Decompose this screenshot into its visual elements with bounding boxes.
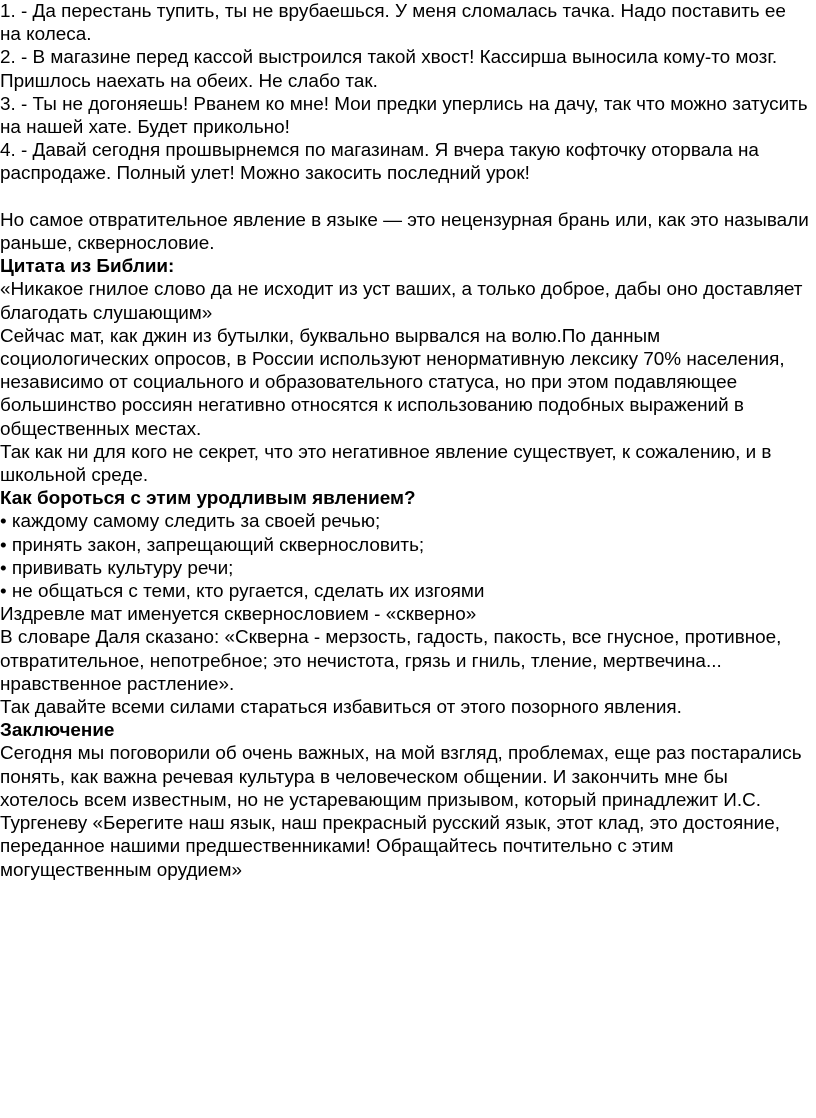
- fight-item-1: • каждому самому следить за своей речью;: [0, 511, 381, 533]
- conclusion-heading: Заключение: [0, 720, 115, 742]
- fight-item-3: • прививать культуру речи;: [0, 557, 234, 579]
- examples-block: [0, 0, 810, 186]
- etymology-paragraph: Издревле мат именуется сквернословием - «скверно»: [0, 604, 477, 626]
- blank-line: [0, 186, 810, 209]
- example-3: 3. - Ты не догоняешь! Рванем ко мне! Мои предки уперлись на дачу, так что можно затусить на нашей хате. Будет прикольно!: [0, 93, 808, 139]
- conclusion-paragraph: Сегодня мы поговорили об очень важных, на мой взгляд, проблемах, еще раз постарались понять, как важна речевая культура в человеческом общении. И закончить мне бы хотелось всем известным, но не устаревающим призывом, который принадлежит И.С. Тургеневу «Берегите наш язык, наш прекрасный русский язык, этот клад, это достояние, переданное нашими предшественниками! Обращайтесь почтительно с этим могущественным орудием»: [0, 743, 802, 881]
- intro-paragraph: Но самое отвратительное явление в языке — это нецензурная брань или, как это называли раньше, сквернословие.: [0, 209, 809, 255]
- call-paragraph: Так давайте всеми силами стараться избавиться от этого позорного явления.: [0, 697, 682, 719]
- main-body: [0, 209, 810, 882]
- example-2: 2. - В магазине перед кассой выстроился такой хвост! Кассирша выносила кому-то мозг. Пришлось наехать на обеих. Не слабо так.: [0, 47, 778, 92]
- bible-quote: «Никакое гнилое слово да не исходит из уст ваших, а только доброе, дабы оно доставляет благодать слушающим»: [0, 279, 803, 324]
- fight-item-4: • не общаться с теми, кто ругается, сделать их изгоями: [0, 581, 485, 603]
- fight-item-2: • принять закон, запрещающий сквернословить;: [0, 534, 425, 556]
- example-1: 1. - Да перестань тупить, ты не врубаешься. У меня сломалась тачка. Надо поставить ее на колеса.: [0, 1, 786, 46]
- school-paragraph: Так как ни для кого не секрет, что это негативное явление существует, к сожалению, и в школьной среде.: [0, 441, 772, 487]
- fight-heading: Как бороться с этим уродливым явлением?: [0, 488, 416, 510]
- example-4: 4. - Давай сегодня прошвырнемся по магазинам. Я вчера такую кофточку оторвала на распродаже. Полный улет! Можно закосить последний урок!: [0, 140, 759, 185]
- bible-heading: Цитата из Библии:: [0, 256, 175, 278]
- stats-paragraph: Сейчас мат, как джин из бутылки, буквально вырвался на волю.По данным социологических опросов, в России используют ненормативную лексику 70% населения, независимо от социального и образовательного статуса, но при этом подавляющее большинство россиян негативно относятся к использованию подобных выражений в общественных местах.: [0, 325, 785, 440]
- dal-quote-paragraph: В словаре Даля сказано: «Скверна - мерзость, гадость, пакость, все гнусное, противное, отвратительное, непотребное; это нечистота, грязь и гниль, тление, мертвечина... нравственное растление».: [0, 627, 782, 695]
